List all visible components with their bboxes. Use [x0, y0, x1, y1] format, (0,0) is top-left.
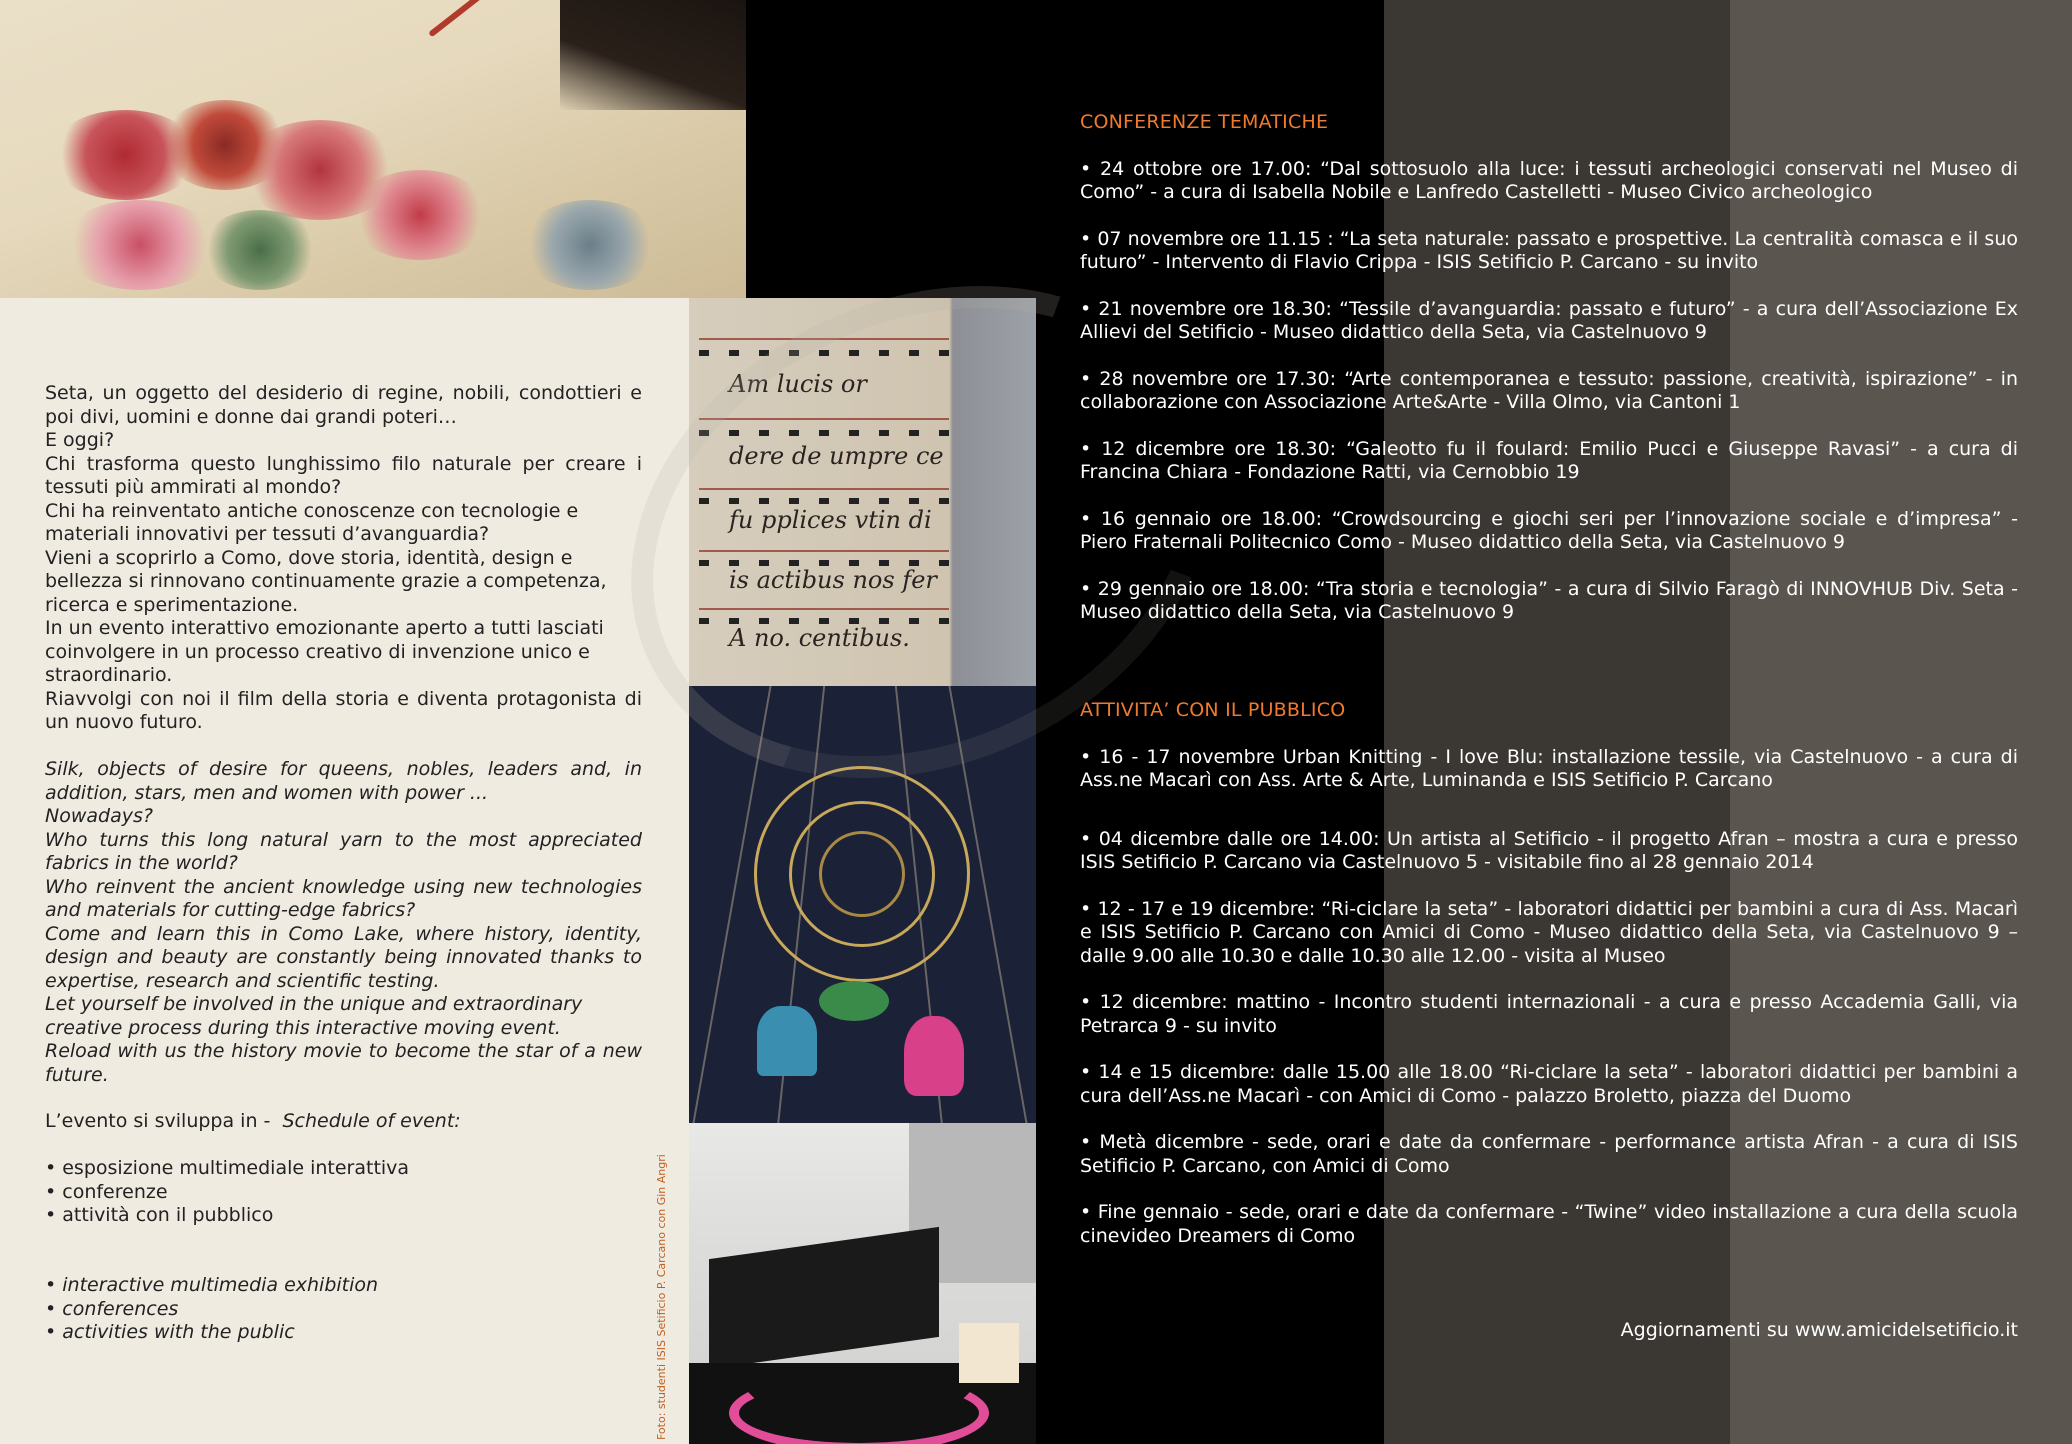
- activity-item: • 12 dicembre: mattino - Incontro studenti internazionali - a cura e presso Accademia Galli, via Petrarca 9 - su invito: [1080, 991, 2018, 1037]
- list-item: • attività con il pubblico: [45, 1204, 274, 1226]
- intro-it-line: In un evento interattivo emozionante aperto a tutti lasciati coinvolgere in un processo creativo di invenzione unico e straordinario.: [45, 617, 604, 686]
- schedule-line: [45, 1110, 642, 1134]
- intro-en-line: Silk, objects of desire for queens, nobles, leaders and, in addition, stars, men and women with power ...: [45, 758, 642, 804]
- conference-item: • 07 novembre ore 11.15 : “La seta naturale: passato e prospettive. La centralità comasca e il suo futuro” - Intervento di Flavio Crippa - ISIS Setificio P. Carcano - su invito: [1080, 227, 2018, 273]
- photo-painting-silk: [0, 0, 746, 298]
- intro-italian: [45, 382, 642, 735]
- intro-it-line: E oggi?: [45, 429, 115, 451]
- manuscript-line: dere de umpre ce: [729, 442, 944, 470]
- conference-item: • 29 gennaio ore 18.00: “Tra storia e tecnologia” - a cura di Silvio Faragò di INNOVHUB Div. Seta - Museo didattico della Seta, via Castelnuovo 9: [1080, 577, 2018, 623]
- conferences-section: [1080, 111, 2018, 625]
- intro-en-line: Nowadays?: [45, 805, 153, 827]
- intro-en-line: Come and learn this in Como Lake, where history, identity, design and beauty are constantly being innovated thanks to expertise, research and scientific testing.: [45, 922, 642, 992]
- conference-item: • 28 novembre ore 17.30: “Arte contemporanea e tessuto: passione, creatività, ispirazione” - in collaborazione con Associazione Arte&Arte - Villa Olmo, via Cantoni 1: [1080, 367, 2018, 413]
- list-item: • esposizione multimediale interattiva: [45, 1157, 410, 1179]
- manuscript-line: fu pplices vtin di: [729, 506, 932, 534]
- activity-item: • 16 - 17 novembre Urban Knitting - I love Blu: installazione tessile, via Castelnuovo - a cura di Ass.ne Macarì con Ass. Arte & Arte, Luminanda e ISIS Setificio P. Carcano: [1080, 745, 2018, 791]
- list-item: • interactive multimedia exhibition: [45, 1274, 379, 1296]
- activity-item: • Metà dicembre - sede, orari e date da confermare - performance artista Afran - a cura di ISIS Setificio P. Carcano, con Amici di Como: [1080, 1131, 2018, 1177]
- schedule-en-label: Schedule of event:: [282, 1110, 461, 1132]
- schedule-list-english: [45, 1274, 642, 1345]
- conference-item: • 12 dicembre ore 18.30: “Galeotto fu il foulard: Emilio Pucci e Giuseppe Ravasi” - a cura di Francina Chiara - Fondazione Ratti, via Cernobbio 19: [1080, 437, 2018, 483]
- intro-en-line: Let yourself be involved in the unique and extraordinary creative process during this interactive moving event.: [45, 993, 583, 1039]
- list-item: • activities with the public: [45, 1321, 295, 1343]
- list-item: • conferenze: [45, 1180, 168, 1203]
- manuscript-line: A no. centibus.: [729, 624, 910, 652]
- manuscript-line: Am lucis or: [729, 370, 867, 398]
- list-item: • conferences: [45, 1297, 179, 1320]
- activity-item: • 12 - 17 e 19 dicembre: “Ri-ciclare la seta” - laboratori didattici per bambini a cura di Ass. Macarì e ISIS Setificio P. Carcano con Amici di Como - Museo didattico della Seta, via Castelnuovo 9 – dalle 9.00 alle 10.30 e dalle 10.30 alle 12.00 - visita al Museo: [1080, 897, 2018, 967]
- conference-item: • 16 gennaio ore 18.00: “Crowdsourcing e giochi seri per l’innovazione sociale e d’impresa” - Piero Fraternali Politecnico Como - Museo didattico della Seta, via Castelnuovo 9: [1080, 507, 2018, 553]
- intro-it-line: Chi ha reinventato antiche conoscenze con tecnologie e materiali innovativi per tessuti d’avanguardia?: [45, 499, 579, 545]
- manuscript-line: is actibus nos fer: [729, 566, 937, 594]
- intro-it-line: Chi trasforma questo lunghissimo filo naturale per creare i tessuti più ammirati al mondo?: [45, 452, 642, 498]
- intro-en-line: Who turns this long natural yarn to the most appreciated fabrics in the world?: [45, 828, 642, 874]
- updates-website-link[interactable]: Aggiornamenti su www.amicidelsetificio.it: [1620, 1319, 2018, 1341]
- activity-item: • 04 dicembre dalle ore 14.00: Un artista al Setificio - il progetto Afran – mostra a cura e presso ISIS Setificio P. Carcano via Castelnuovo 5 - visitabile fino al 28 gennaio 2014: [1080, 827, 2018, 873]
- photo-printer: [689, 1123, 1036, 1444]
- activity-item: • 14 e 15 dicembre: dalle 15.00 alle 18.00 “Ri-ciclare la seta” - laboratori didattici per bambini a cura dell’Ass.ne Macarì - con Amici di Como - palazzo Broletto, piazza del Duomo: [1080, 1061, 2018, 1107]
- activity-item: • Fine gennaio - sede, orari e date da confermare - “Twine” video installazione a cura della scuola cinevideo Dreamers di Como: [1080, 1201, 2018, 1247]
- schedule-list-italian: [45, 1157, 642, 1228]
- conferences-heading: CONFERENZE TEMATICHE: [1080, 111, 1329, 133]
- intro-it-line: Seta, un oggetto del desiderio di regine, nobili, condottieri e poi divi, uomini e donne dai grandi poteri…: [45, 382, 642, 428]
- intro-english: [45, 758, 642, 1087]
- intro-en-line: Reload with us the history movie to become the star of a new future.: [45, 1040, 642, 1086]
- intro-en-line: Who reinvent the ancient knowledge using new technologies and materials for cutting-edge fabrics?: [45, 875, 642, 921]
- intro-it-line: Vieni a scoprirlo a Como, dove storia, identità, design e bellezza si rinnovano continuamente grazie a competenza, ricerca e sperimentazione.: [45, 546, 607, 616]
- intro-it-line: Riavvolgi con noi il film della storia e diventa protagonista di un nuovo futuro.: [45, 687, 642, 733]
- activities-section: [1080, 699, 2018, 1248]
- conference-item: • 21 novembre ore 18.30: “Tessile d’avanguardia: passato e futuro” - a cura dell’Associazione Ex Allievi del Setificio - Museo didattico della Seta, via Castelnuovo 9: [1080, 297, 2018, 343]
- schedule-it-prefix: L’evento si sviluppa in -: [45, 1110, 271, 1132]
- paintbrush-icon: [428, 0, 581, 37]
- activities-heading: ATTIVITA’ CON IL PUBBLICO: [1080, 699, 1346, 721]
- photo-credit: Foto: studenti ISIS Setificio P. Carcano con Gin Angri: [655, 1154, 668, 1440]
- painter-hand: [560, 0, 746, 110]
- conference-item: • 24 ottobre ore 17.00: “Dal sottosuolo alla luce: i tessuti archeologici conservati nel Museo di Como” - a cura di Isabella Nobile e Lanfredo Castelletti - Museo Civico archeologico: [1080, 157, 2018, 203]
